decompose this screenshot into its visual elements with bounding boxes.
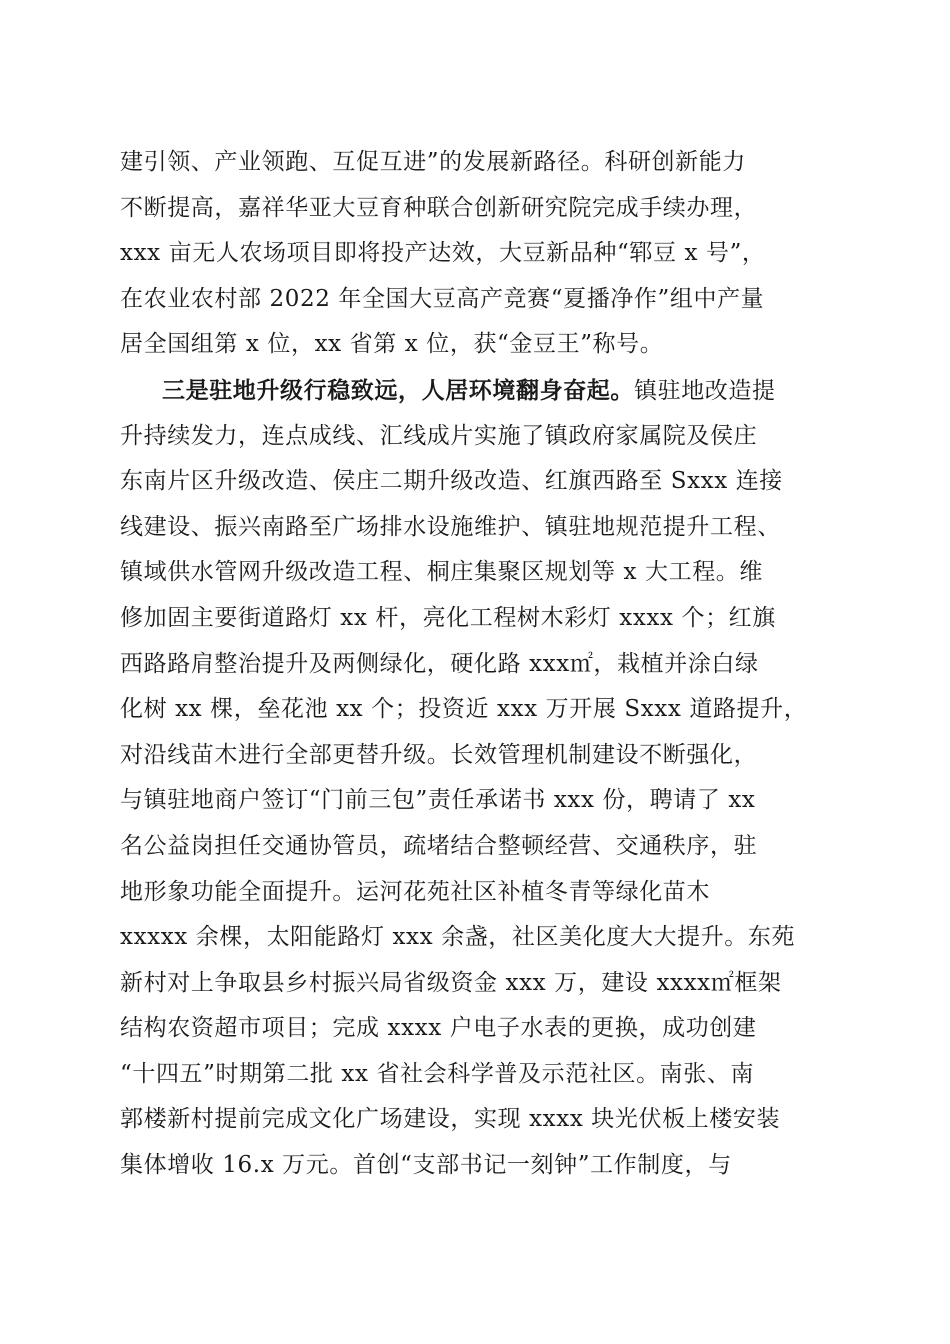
text-line: 修加固主要街道路灯 xx 杆，亮化工程树木彩灯 xxxx 个；红旗	[120, 604, 776, 631]
text-line: 线建设、振兴南路至广场排水设施维护、镇驻地规范提升工程、	[120, 513, 781, 540]
body-text	[120, 140, 840, 1189]
text-line: 居全国组第 x 位，xx 省第 x 位，获“金豆王”称号。	[120, 331, 664, 358]
text-line: 建引领、产业领跑、互促互进”的发展新路径。科研创新能力	[120, 149, 746, 175]
text-line: 与镇驻地商户签订“门前三包”责任承诺书 xxx 份，聘请了 xx	[120, 787, 756, 814]
text-line: 新村对上争取县乡村振兴局省级资金 xxx 万，建设 xxxx㎡框架	[120, 969, 782, 996]
text-line: 升持续发力，连点成线、汇线成片实施了镇政府家属院及侯庄	[120, 422, 758, 449]
text-line: 地形象功能全面提升。运河花苑社区补植冬青等绿化苗木	[120, 878, 710, 905]
text-line: 镇域供水管网升级改造工程、桐庄集聚区规划等 x 大工程。维	[120, 559, 763, 586]
text-line: 化树 xx 棵，垒花池 xx 个；投资近 xxx 万开展 Sxxx 道路提升，	[120, 696, 808, 723]
text-line: “十四五”时期第二批 xx 省社会科学普及示范社区。南张、南	[120, 1060, 755, 1087]
text-line: 在农业农村部 2022 年全国大豆高产竞赛“夏播净作”组中产量	[120, 285, 765, 312]
text-line: 结构农资超市项目；完成 xxxx 户电子水表的更换，成功创建	[120, 1015, 757, 1042]
text-line: xxxxx 余棵，太阳能路灯 xxx 余盏，社区美化度大大提升。东苑	[120, 924, 796, 951]
text-run: 镇驻地改造提	[634, 377, 776, 404]
text-line: 不断提高，嘉祥华亚大豆育种联合创新研究院完成手续办理，	[120, 194, 758, 221]
text-line: 名公益岗担任交通协管员，疏堵结合整顿经营、交通秩序，驻	[120, 832, 758, 859]
text-line: 对沿线苗木进行全部更替升级。长效管理机制建设不断强化，	[120, 741, 758, 768]
text-line: 郭楼新村提前完成文化广场建设，实现 xxxx 块光伏板上楼安装	[120, 1106, 781, 1133]
text-line: 东南片区升级改造、侯庄二期升级改造、红旗西路至 Sxxx 连接	[120, 468, 783, 495]
paragraph-first-line	[120, 368, 840, 414]
text-line: 集体增收 16.x 万元。首创“支部书记一刻钟”工作制度，与	[120, 1152, 732, 1179]
text-line: xxx 亩无人农场项目即将投产达效，大豆新品种“郓豆 x 号”，	[120, 240, 766, 267]
text-line: 西路路肩整治提升及两侧绿化，硬化路 xxx㎡，栽植并涂白绿	[120, 650, 759, 677]
section-heading: 三是驻地升级行稳致远，人居环境翻身奋起。	[162, 376, 634, 404]
